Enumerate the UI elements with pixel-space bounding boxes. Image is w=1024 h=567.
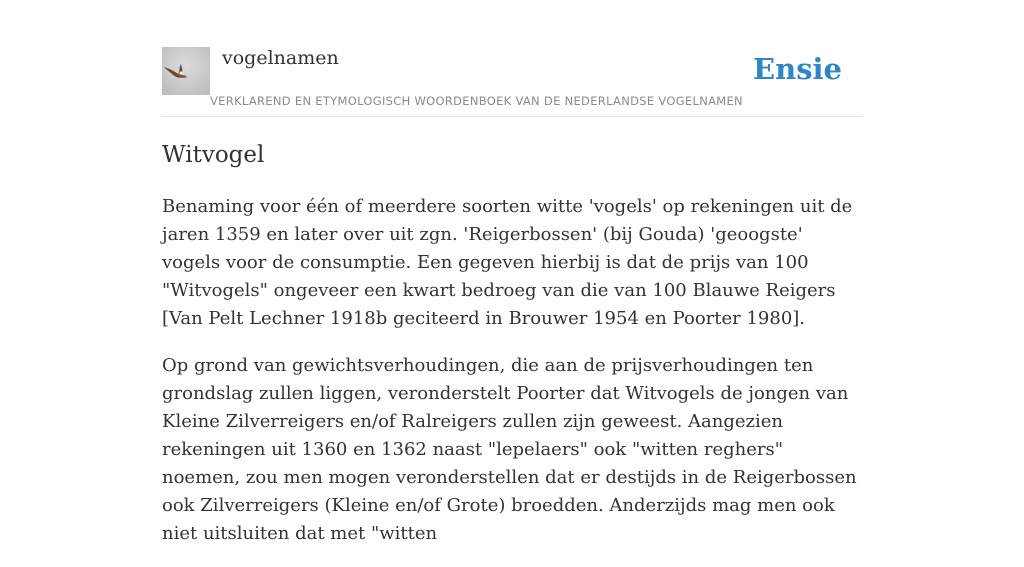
site-header bbox=[162, 0, 862, 117]
article-paragraph: Op grond van gewichtsverhoudingen, die aan de prijsverhoudingen ten grondslag zullen liggen, veronderstelt Poorter dat Witvogels de jongen van Kleine Zilverreigers en/of Ralreigers zullen zijn geweest. Aangezien rekeningen uit 1360 en 1362 naast "lepelaers" ook "witten reghers" noemen, zou men mogen veronderstellen dat er destijds in de Reigerbossen ook Zilverreigers (Kleine en/of Grote) broedden. Anderzijds mag men ook niet uitsluiten dat met "witten bbox=[162, 355, 857, 544]
blog-tagline: VERKLAREND EN ETYMOLOGISCH WOORDENBOEK VAN DE NEDERLANDSE VOGELNAMEN bbox=[210, 94, 743, 108]
blog-avatar[interactable] bbox=[162, 47, 210, 95]
article-paragraph: Benaming voor één of meerdere soorten witte 'vogels' op rekeningen uit de jaren 1359 en later over uit zgn. 'Reigerbossen' (bij Gouda) 'geoogste' vogels voor de consumptie. Een gegeven hierbij is dat de prijs van 100 "Witvogels" ongeveer een kwart bedroeg van die van 100 Blauwe Reigers [Van Pelt Lechner 1918b geciteerd in Brouwer 1954 en Poorter 1980]. bbox=[162, 196, 853, 329]
article-body bbox=[162, 193, 862, 567]
bird-avatar-icon bbox=[162, 47, 210, 95]
ensie-logo-link[interactable]: Ensie bbox=[753, 52, 842, 86]
page-title: Witvogel bbox=[162, 142, 265, 168]
blog-name-link[interactable]: vogelnamen bbox=[222, 47, 339, 69]
